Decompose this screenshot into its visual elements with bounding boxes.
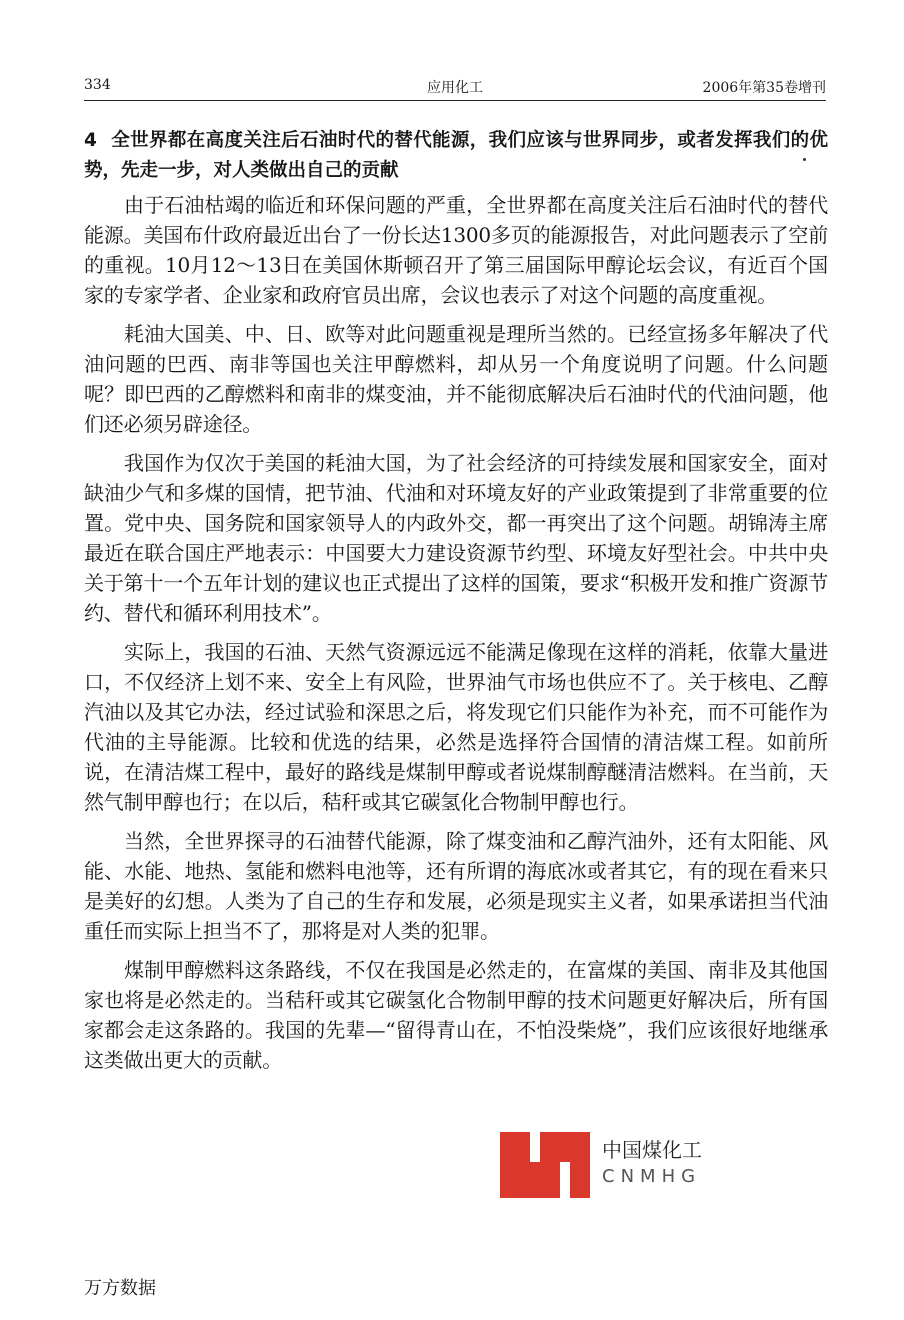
running-header: [84, 74, 826, 101]
article-body: [84, 190, 828, 1084]
page-number: 334: [84, 77, 111, 93]
section-title: 全世界都在高度关注后石油时代的替代能源，我们应该与世界同步，或者发挥我们的优势，先走一步，对人类做出自己的贡献: [84, 130, 828, 181]
journal-title: 应用化工: [427, 80, 483, 96]
paragraph: 由于石油枯竭的临近和环保问题的严重，全世界都在高度关注后石油时代的替代能源。美国布什政府最近出台了一份长达1300多页的能源报告，对此问题表示了空前的重视。10月12～13日在美国休斯顿召开了第三届国际甲醇论坛会议，有近百个国家的专家学者、企业家和政府官员出席，会议也表示了对这个问题的高度重视。: [84, 193, 828, 307]
section-heading: [84, 126, 828, 186]
source-footer: 万方数据: [84, 1278, 156, 1299]
stray-mark: [803, 158, 806, 161]
paragraph: 耗油大国美、中、日、欧等对此问题重视是理所当然的。已经宣扬多年解决了代油问题的巴西、南非等国也关注甲醇燃料，却从另一个角度说明了问题。什么问题呢？即巴西的乙醇燃料和南非的煤变油，并不能彻底解决后石油时代的代油问题，他们还必须另辟途径。: [84, 322, 828, 436]
logo-mark-icon: [500, 1132, 590, 1198]
paragraph: 实际上，我国的石油、天然气资源远远不能满足像现在这样的消耗，依靠大量进口，不仅经济上划不来、安全上有风险，世界油气市场也供应不了。关于核电、乙醇汽油以及其它办法，经过试验和深思之后，将发现它们只能作为补充，而不可能作为代油的主导能源。比较和优选的结果，必然是选择符合国情的清洁煤工程。如前所说，在清洁煤工程中，最好的路线是煤制甲醇或者说煤制醇醚清洁燃料。在当前，天然气制甲醇也行；在以后，秸秆或其它碳氢化合物制甲醇也行。: [84, 640, 828, 814]
paragraph: 当然，全世界探寻的石油替代能源，除了煤变油和乙醇汽油外，还有太阳能、风能、水能、地热、氢能和燃料电池等，还有所谓的海底冰或者其它，有的现在看来只是美好的幻想。人类为了自己的生存和发展，必须是现实主义者，如果承诺担当代油重任而实际上担当不了，那将是对人类的犯罪。: [84, 829, 828, 943]
paragraph: 煤制甲醇燃料这条路线，不仅在我国是必然走的，在富煤的美国、南非及其他国家也将是必然走的。当秸秆或其它碳氢化合物制甲醇的技术问题更好解决后，所有国家都会走这条路的。我国的先辈—“留得青山在，不怕没柴烧”，我们应该很好地继承这类做出更大的贡献。: [84, 958, 828, 1072]
section-number: 4: [84, 130, 97, 151]
paragraph: 我国作为仅次于美国的耗油大国，为了社会经济的可持续发展和国家安全，面对缺油少气和多煤的国情，把节油、代油和对环境友好的产业政策提到了非常重要的位置。党中央、国务院和国家领导人的内政外交，都一再突出了这个问题。胡锦涛主席最近在联合国庄严地表示：中国要大力建设资源节约型、环境友好型社会。中共中央关于第十一个五年计划的建议也正式提出了这样的国策，要求“积极开发和推广资源节约、替代和循环利用技术”。: [84, 451, 828, 625]
issue-info: 2006年第35卷增刊: [702, 80, 826, 96]
watermark-logo: [500, 1132, 710, 1198]
watermark-latin: CNMHG: [602, 1166, 702, 1187]
watermark-name: 中国煤化工: [598, 1134, 706, 1163]
